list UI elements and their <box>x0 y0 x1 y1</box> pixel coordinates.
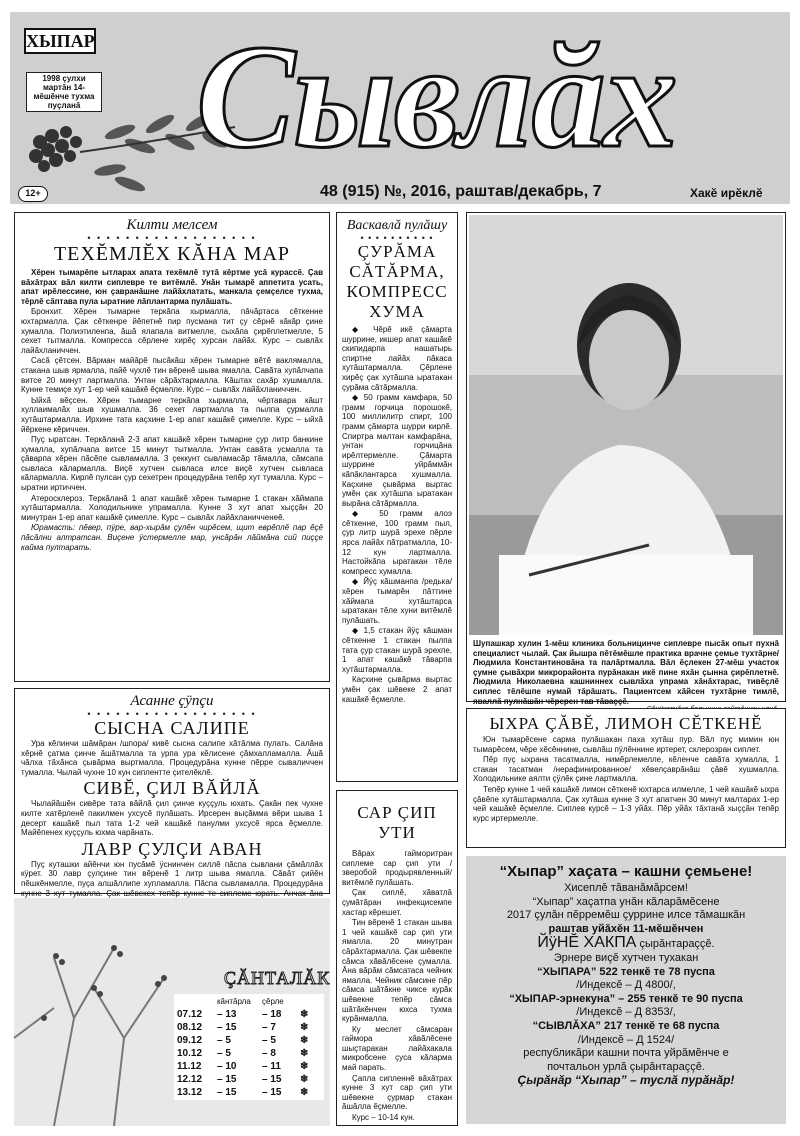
doctor-photo <box>469 215 783 635</box>
weather-cell: 09.12 <box>177 1035 203 1046</box>
ad-line: Эрнере виçĕ хутчен тухакан <box>553 951 699 964</box>
paper-title: Сывлăх <box>196 15 676 179</box>
article-title: ÇУРĂМА СĂТĂРМА, КОМПРЕСС ХУМА <box>346 242 448 321</box>
article-grandma-recipes <box>14 688 330 898</box>
weather-cell: – 5 <box>217 1035 231 1046</box>
ad-line: почтальон урлă çырăнтараççĕ. <box>547 1060 705 1073</box>
rubric: Асанне çÿпçи <box>130 693 214 709</box>
issue-info: 48 (915) №, 2016, раштав/декабрь, 7 <box>320 183 602 200</box>
weather-cell: 10.12 <box>177 1048 203 1059</box>
divider-dots: • • • • • • • • • • <box>360 233 434 243</box>
weather-icon: ❄ <box>300 1074 309 1085</box>
weather-cell: – 15 <box>217 1074 237 1085</box>
weather-cell: – 5 <box>262 1035 276 1046</box>
weather-icon: ❄ <box>300 1009 309 1020</box>
ad-line <box>470 936 782 952</box>
paragraph: Тин вĕренĕ 1 стакан шыва 1 чей кашăкĕ сар çип ути ямалла. 20 минутран сăрăхтармалла. Çак шĕвекпе сăмса хăвăлĕсене çумалла. Ăна вăрăм сăмсатаса чейник ямалла. Чейник сăмсине пĕр сăмса шăтăкне чиксе курăк шĕвекне тепĕр сăмса шăтăкĕнчен юхса тухма курăнмалла. <box>342 918 452 1024</box>
weather-row <box>177 1086 321 1099</box>
article-horseradish <box>14 212 330 682</box>
paragraph: ◆ Чĕрĕ икĕ çăмарта шуррине, икшер апат кашăкĕ скипидарпа нашатырь спиртне лайăх пăкаса хутăштармалла. Çĕрлене хирĕç çак хутăшпа ыратакан çурăма сăтăрмалла. <box>342 325 452 392</box>
ad-line: раштав уйăхĕн 11-мĕшĕнчен <box>548 922 704 935</box>
ad-line: республикăри кашни почта уйрăмĕнче е <box>523 1047 729 1060</box>
ad-line-tail: çырăнтараççĕ. <box>639 938 715 951</box>
age-rating: 12+ <box>18 186 48 202</box>
rubric: Васкавлă пулăшу <box>346 218 448 233</box>
lead-paragraph: Хĕрен тымарĕпе ытларах апата техĕмлĕ тутă кĕртме усă курассĕ. Çав вăхăтрах вăл килти сиплевре те витĕмлĕ. Унăн тымарĕ аппетита усать, апат ирĕлессине, юн çавранăшне лайăхлатать, манкала çемçелсе тухма, тĕрлĕ сăптава пула ыратние лăплантарма пулăшать. <box>21 268 323 306</box>
ad-price-line: “ХЫПАР-эрнекуна” – 255 тенкĕ те 90 пуспа <box>509 992 743 1005</box>
weather-cell: – 5 <box>217 1048 231 1059</box>
weather-cell: – 11 <box>262 1061 281 1072</box>
weather-icon: ❄ <box>300 1035 309 1046</box>
weather-title: ÇĂНТАЛĂК <box>224 968 331 988</box>
weather-cell: 12.12 <box>177 1074 203 1085</box>
article-st-johns-wort <box>336 790 458 1126</box>
paragraph: ◆ 50 грамм камфара, 50 грамм горчица порошокĕ, 100 миллилитр спирт, 100 грамм çăмарта шурри кирлĕ. Спиртра малтан камфарăна, унтан горчицăна ирĕлтермелле. Çăмарта шуррине уйрăммăн кăпăклантарса хушмалла. Каçхине çывăрма выртас умĕн çак хутăшпа ыратакан вырăна сăтăрмалла. <box>342 393 452 508</box>
paragraph: Ыйхă вĕçсен. Хĕрен тымарне теркăпа хырмалла, чĕртавара кăшт хуллаималăх шыв хушмалла. 36 сехет лартмалла та пылпа çурмалла хутăштармалла. Ирхине тата каçхине 1-ер апат кашăкĕ çимелле. Курс – ыйхă йĕркене кĕриччен. <box>21 395 323 434</box>
paragraph: ◆ Йÿç кăшманпа /редька/ хĕрен тымарĕн пăттине хăймапа хутăштарса ыратакан тĕле хуни витĕмлĕ пулăшать. <box>342 577 452 625</box>
price: Хакĕ ирĕклĕ <box>690 186 763 200</box>
paragraph: Чылайăшĕн сивĕре тата вăйлă çил çинче куççуль юхать. Çакăн пек чухне килте хатĕрленĕ пакилмен ухсусĕ пулăшать. Ирсерен выçăмма вĕри шыва 1 десерт кашăкĕ пыл тата 1-2 чей кашăкĕ панулми ухсусĕ ярса ĕçмелле. Майĕпенех куççуль юхма чарăнать. <box>21 799 323 838</box>
paragraph: Вăрах гайморитран сиплеме сар çип ути /зверобой продырявленный/ витĕмлĕ пулăшать. <box>342 849 452 887</box>
paragraph: Тепĕр кунне 1 чей кашăкĕ лимон сĕткенĕ юхтарса илмелле, 1 чей кашăкĕ ыхра çăвĕпе хутăштармалла. Çак хутăша кунне 3 хут апатчен 30 минут малтарах 1-ер чей кашăкĕ ĕçмелле. Сиплев курсĕ – 1-3 уйăх. Пĕр уйăх тăхтанă хыççăн тепĕр курс иртермелле. <box>473 784 779 823</box>
paragraph: Çапла сипленнĕ вăхăтрах кунне 3 хут сар çип ути шĕвекне çурмар стакан ăшăлла ĕçмелле. <box>342 1073 452 1112</box>
weather-icon: ❄ <box>300 1022 309 1033</box>
weather-cell: – 8 <box>262 1048 276 1059</box>
weather-row <box>177 1060 321 1073</box>
weather-cell: – 15 <box>262 1087 282 1098</box>
paragraph: Бронхит. Хĕрен тымарне теркăпа хырмалла, пăчăртаса сĕткенне юхтармалла. Çак сĕткенре йĕпетнĕ пир пусмана тит çу сĕрнĕ кăкăр çине хумалла. Полиэтиленпа, ăшă ялапала витмелле, сыхăпа çирĕплетмелле, 5 сехет тытмалла. Компресса сĕрлене хирĕç хурсан лайăх. Курс – сывлăх лайăхланиччен. <box>21 307 323 355</box>
paragraph: Пуç ыратсан. Теркăланă 2-3 апат кашăкĕ хĕрен тымарне çур литр банкине хумалла, хупăлчапа витсе 15 минут тытмалла. Унтан савăта усмалла та çăварпа хĕрен пăсĕпе сывламалла. 3 çеккунт сывламасăр тăмалла, сăмсапа сывласа кăлармалла. Виçĕ хутчен сывласа илсе виçĕ хутчен сывласа кăлармалла. Кирлĕ пулсан çур сехетрен процедурăна тепĕр хут тумалла. Курс – ыратни иртиччен. <box>21 435 323 493</box>
weather-icon: ❄ <box>300 1061 309 1072</box>
subscription-ad <box>466 856 786 1124</box>
weather-row <box>177 1047 321 1060</box>
paragraph: Ку меслет сăмсаран гаймора хăвăлĕсене шыçтаракан лайăхакала микробсене çуса кăларма май парать. <box>342 1024 452 1073</box>
weather-cell: 07.12 <box>177 1009 203 1020</box>
doctor-photo-box <box>466 212 786 706</box>
weather-cell: 08.12 <box>177 1022 203 1033</box>
weather-cell: – 10 <box>217 1061 237 1072</box>
divider-dots: • • • • • • • • • • • • • • • • • • <box>87 233 257 243</box>
weather-table <box>174 994 324 1100</box>
paragraph: ◆ 1,5 стакан йÿç кăшман сĕткенне 1 стакан пылпа тата çур стакан шурă эрехпе, 1 апат кашăкĕ тăварпа хутăштармалла. <box>342 626 452 674</box>
article-back-rub <box>336 212 458 782</box>
weather-icon: ❄ <box>300 1087 309 1098</box>
weather-row <box>177 1073 321 1086</box>
ad-slogan: Çырăнăр “Хыпар” – туслă пурăнăр! <box>517 1073 735 1088</box>
masthead <box>10 12 790 204</box>
ad-line: “Хыпар” хаçатпа унăн кăларăмĕсене <box>532 895 720 908</box>
paragraph: Пуç куташки айĕнчи юн пусăмĕ ÿснинчен силлĕ пăспа сывлани çăмăллăх кÿрет. 30 лавр çулçине тин вĕренĕ 1 литр шыва ямалла. Сăвăт çийĕн пĕшкĕнмелле, пуçа алшăллипе хупламалла. Пăспа сывламалла. Процедурăна кунне 3 хут тумалла. Çак шĕвекех тепĕр кунне те сиплеме юрать. Анчах ăна <box>21 859 323 898</box>
ad-index: /Индексĕ – Д 8353/, <box>576 1006 676 1019</box>
weather-row <box>177 1008 321 1021</box>
paragraph: Çак сиплĕ, хăватлă çумăтăран инфекцисемпе хастар кĕрешет. <box>342 888 452 917</box>
ad-line: 2017 çулăн пĕрремĕш çуррине илсе тăмашкăн <box>506 909 746 922</box>
founded-note: 1998 çулхи мартăн 14-мĕшĕнче тухма пуçланă <box>26 72 102 112</box>
weather-row <box>177 1021 321 1034</box>
weather-row <box>177 1034 321 1047</box>
ad-index: /Индексĕ – Д 1524/ <box>577 1033 675 1046</box>
ad-headline: “Хыпар” хаçата – кашни çемьене! <box>499 863 753 880</box>
paragraph: Сасă çĕтсен. Вăрман майăрĕ пысăкăш хĕрен тымарне вĕтĕ ваклямалла, стакана шыв ярмалла, пайĕ чухлĕ тин вĕренĕ шыва ямалла. Савăта хупăлчапа витсе 20 минут лартмалла. Унтан сăрăхтармалла. Кăштах сахăр хушмалла. Кунне темиçе хут 1-ер чей кашăкĕ ĕçмелле. Курс – сывлăх лайăхланиччен. <box>21 356 323 395</box>
weather-cell: – 7 <box>262 1022 276 1033</box>
paragraph: Пĕр пуç ыхрана тасатмалла, нимĕрлемелле, кĕленче савăта хумалла, 1 стакан тасатман /нерафинированное/ хĕвелçаврăнăш çăвĕ хушмалла. Холодильнике аялти çÿлĕк çине лартмалла. <box>473 755 779 784</box>
rubric: Килти мелсем <box>126 217 218 233</box>
day-header: кăнтăрла <box>217 997 251 1006</box>
weather-cell: – 15 <box>217 1022 237 1033</box>
ad-index: /Индексĕ – Д 4800/, <box>576 979 676 992</box>
brand-box: ХЫПАР <box>24 28 96 54</box>
weather-cell: 11.12 <box>177 1061 202 1072</box>
weather-cell: 13.12 <box>177 1087 203 1098</box>
article-title: ЫХРА ÇĂВĔ, ЛИМОН СĔТКЕНĔ <box>489 714 763 733</box>
ad-price-line: “ХЫПАРА” 522 тенкĕ те 78 пуспа <box>537 965 715 978</box>
weather-cell: – 15 <box>262 1074 282 1085</box>
weather-icon: ❄ <box>300 1048 309 1059</box>
ad-price-line: “СЫВЛĂХА” 217 тенкĕ те 68 пуспа <box>532 1019 720 1032</box>
section-title: ЛАВР ÇУЛÇИ АВАН <box>81 838 263 859</box>
paragraph: Атеросклероз. Теркăланă 1 апат кашăкĕ хĕрен тымарне 1 стакан хăймапа хутăштармалла. Холодильнике упрамалла. Кунне 3 хут апат хыççăн 20 минутран 1-ер апат кашăкĕ çимелле. Курс – сывлăх лайăхланичченеĕ. <box>21 493 323 522</box>
article-title: САР ÇИП УТИ <box>357 803 437 842</box>
divider-dots: • • • • • • • • • • • • • • • • • • <box>87 709 257 719</box>
weather-cell: – 15 <box>217 1087 237 1098</box>
night-header: çĕрле <box>262 997 284 1006</box>
section-title: СЫСНА САЛИПЕ <box>94 718 250 738</box>
photo-caption: Шупашкар хулин 1-мĕш клиника больницинче сиплевре пысăк опыт пухнă специалист чылай. Çак йышра пĕтĕмĕшле практика врачне çемье тухтăрне/ Людмила Константиновăна та палăртмалла. Вăл ĕçлекен 27-мĕш участок çумне çывăхри микрорайонта пурăнакан икĕ пине яхăн çынна çирĕплетнĕ. Людмила Николаевна кашниннех сывлăха упрама хăнăхтарас, тивĕçлĕ сиплес тĕлĕшпе нумай тăрăшать. Пациентсем хăйсен тухтăрне тимлĕ, яваллă пулнăшăн чĕререн тав тăваççĕ. <box>473 639 779 706</box>
weather-cell: – 13 <box>217 1009 237 1020</box>
section-title: СИВĔ, ÇИЛ ВĂЙЛĂ <box>83 778 261 799</box>
paragraph: Ура кĕлинчи шăмăран /шпора/ кивĕ сысна салипе хăтăлма пулать. Салăна хĕрнĕ çатма çинче ăшăтмалла та урпа ура кĕлисене çăмхалламалла. Ăшă чăлха тăхăнса çывăрма выртмалла. Процедурăна кунне пĕрре сываличчен тумалла. Чылай чухне 10 кун сиплентте çителĕклĕ. <box>21 739 323 777</box>
paragraph: Курс – 10-14 кун. <box>352 1113 415 1123</box>
paragraph: Юн тымарĕсене сарма пулăшакан паха хутăш пур. Вăл пуç мимин юн тымарĕсем, чĕре хĕсĕннине, сывлăш пÿлĕннине иртерет, склерозран сиплет. <box>473 735 779 754</box>
ad-line: Хисеплĕ тăванӑмăрсем! <box>564 882 688 894</box>
warning-paragraph: Юрамасть: пĕвер, пÿре, вар-хырăм çулĕн чирĕсем, щит еврĕплĕ пар ĕçĕ пăсăлни алтратсан. Виçене ÿстермелле мар, унсăрăн лăймăна сий пиççе кайма пултарать. <box>21 523 323 552</box>
new-price-text: ЙÿНĔ ХАКПА <box>537 934 637 952</box>
paragraph: Каçхине çывăрма выртас умĕн çак шĕвеке 2 апат кашăкĕ ĕçмелле. <box>342 675 452 704</box>
article-garlic-oil <box>466 708 786 848</box>
paragraph: ◆ 50 грамм алоэ сĕткенне, 100 грамм пыл, çур литр шурă эрехе пĕрле ярса лайăх пăтратмалла, 10-12 кун лартмалла. Настойкăпа ыратакан тĕле компресс хумалла. <box>342 509 452 576</box>
weather-cell: – 18 <box>262 1009 282 1020</box>
weather-box <box>14 898 330 1126</box>
article-title: ТЕХĔМЛĔХ КĂНА МАР <box>53 243 291 265</box>
